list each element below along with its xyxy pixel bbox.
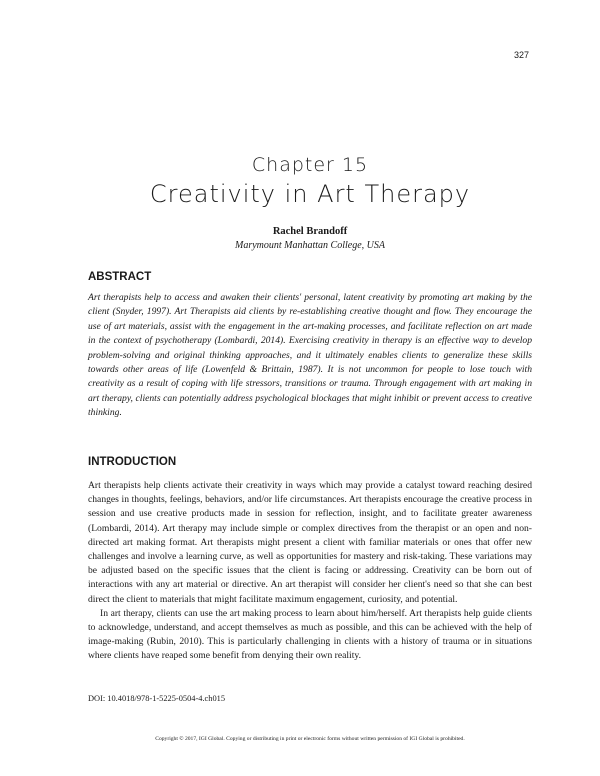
author-affiliation: Marymount Manhattan College, USA xyxy=(235,240,385,251)
page-number: 327 xyxy=(514,50,530,60)
introduction-paragraph: In art therapy, clients can use the art making process to learn about him/herself. Art therapists help guide clients to acknowledge, understand, and accept themselves as much as possible, and this can be achieved with the help of image-making (Rubin, 2010). This is particularly challenging in clients with a history of trauma or in situations where clients have reaped some benefit from denying their own reality. xyxy=(88,607,532,662)
copyright-notice: Copyright © 2017, IGI Global. Copying or distributing in print or electronic forms without written permission of IGI Global is prohibited. xyxy=(155,736,465,742)
chapter-label: Chapter 15 xyxy=(251,154,369,176)
abstract-heading: ABSTRACT xyxy=(88,271,152,283)
chapter-title: Creativity in Art Therapy xyxy=(149,180,471,208)
author-name: Rachel Brandoff xyxy=(272,226,348,237)
abstract-text: Art therapists help to access and awaken their clients' personal, latent creativity by promoting art making by the client (Snyder, 1997). Art Therapists aid clients by re-establishing creative thought and flow. They encourage the use of art materials, assist with the engagement in the art-making processes, and facilitate reflection on art made in the context of psychotherapy (Lombardi, 2014). Exercising creativity in therapy is an effective way to develop problem-solving and original thinking approaches, and it ultimately enables clients to generalize these skills towards other areas of life (Lowenfeld & Brittain, 1987). It is not uncommon for people to lose touch with creativity as a result of coping with life stressors, transitions or trauma. Through engagement with art making in art therapy, clients can potentially address psychological blockages that might inhibit or prevent access to creative thinking. xyxy=(88,292,532,419)
doi-line: DOI: 10.4018/978-1-5225-0504-4.ch015 xyxy=(88,694,226,703)
introduction-heading: INTRODUCTION xyxy=(88,456,177,468)
introduction-paragraph: Art therapists help clients activate their creativity in ways which may provide a catalyst toward reaching desired changes in thoughts, feelings, behaviors, and/or life circumstances. Art therapists encourage the creative process in session and use creative products made in session for reflection, insight, and to facilitate greater awareness (Lombardi, 2014). Art therapy may include simple or complex directives from the therapist or an open and non-directed art making format. Art therapists might present a client with familiar materials or ones that offer new challenges and involve a learning curve, as well as opportunities for mastery and risk-taking. These variations may be adjusted based on the specific issues that the client is facing or addressing. Creativity can be born out of interactions with any art material or directive. An art therapist will consider her client's need so that she can best direct the client to materials that might facilitate maximum engagement, curiosity, and potential. xyxy=(88,480,532,605)
introduction-body xyxy=(88,479,532,664)
